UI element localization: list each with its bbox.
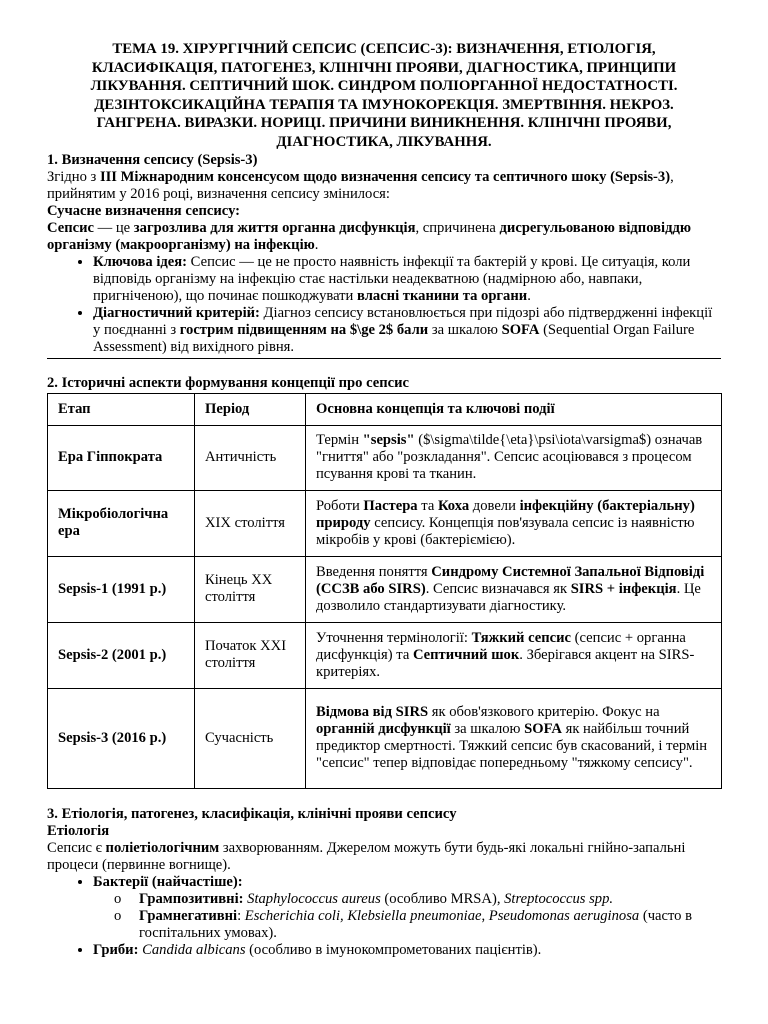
text: Сучасне визначення сепсису: [47,202,241,219]
label: Грамнегативні [139,907,238,924]
text: сепсису. Концепція пов'язувала сепсис із наявністю мікробів у крові (бактеріємією). [316,514,695,548]
text: (Sequential Organ Failure Assessment) від вихідного рівня. [93,321,695,355]
text: , [481,907,489,924]
text: . Сепсис визначався як [425,580,571,597]
section-2-heading: 2. Історичні аспекти формування концепції про сепсис [47,374,410,391]
stage-cell: Мікробіологічна ера [48,490,195,556]
period-cell: Сучасність [195,688,306,788]
table-header-row [48,393,722,425]
species: Pseudomonas aeruginosa [488,907,640,924]
list-item-gram-positive [139,891,721,908]
emphasis: гострим підвищенням на $\ge 2$ бали [179,321,429,338]
list-item-bacteria [93,874,721,942]
species: Streptococcus spp. [504,890,614,907]
list-item-gram-negative [139,908,721,942]
text: захворюванням. Джерелом можуть бути будь-які локальні гнійно-запальні процеси (первинне вогнище). [47,839,686,873]
text: Роботи [316,497,364,514]
section-history [47,375,721,789]
text: , спричинена [415,219,500,236]
text: , прийнятим у 2016 році, визначення сепсису змінилося: [47,168,674,202]
concept-cell [306,556,722,622]
emphasis: Коха [437,497,470,514]
stage-cell: Ера Гіппократа [48,425,195,490]
section-3-heading: 3. Етіологія, патогенез, класифікація, клінічні прояви сепсису [47,805,457,822]
column-header: Етап [48,393,195,425]
label: Грампозитивні: [139,890,244,907]
horizontal-divider [47,358,721,359]
emphasis: Відмова від SIRS [316,704,429,721]
text: довели [469,497,520,514]
modern-definition-label [47,203,721,220]
text: та [417,497,438,514]
text: : [237,907,245,924]
emphasis: Тяжкий сепсис [471,629,571,646]
text: як обов'язкового критерію. Фокус на [428,704,660,721]
table-row [48,490,722,556]
text: Сепсис — це не просто наявність інфекції та бактерій у крові. Це ситуація, коли відповідь організму на інфекцію стає настільки неадекватною (надмірною або, навпаки, пригніченою), що починає пошкоджувати [93,253,691,304]
text: Термін [316,432,363,449]
emphasis: поліетіологічним [105,839,220,856]
label: Діагностичний критерій: [93,304,260,321]
species: Staphylococcus aureus [247,890,381,907]
emphasis: Пастера [363,497,418,514]
list-item-diagnostic-criterion [93,305,721,356]
concept-cell [306,425,722,490]
label: Ключова ідея: [93,253,188,270]
text: Згідно з [47,168,100,185]
text: . Це дозволило стандартизувати діагностику. [316,580,701,614]
emphasis: SOFA [524,721,562,738]
text: . [314,236,319,253]
bacteria-sublist [93,891,721,942]
column-header: Період [195,393,306,425]
concept-cell [306,688,722,788]
history-table [47,393,722,789]
stage-cell: Sepsis-3 (2016 р.) [48,688,195,788]
definition-bullets [47,254,721,356]
pathogen-list [47,874,721,959]
section-1-heading: 1. Визначення сепсису (Sepsis-3) [47,151,258,168]
etiology-label [47,823,721,840]
emphasis: Септичний шок [412,646,520,663]
text: ($\sigma\tilde{\eta}\psi\iota\varsigma$) означав "гниття" або "розкладання". Сепсис асоціювався з процесом псування крові та тканин. [316,432,703,483]
text: (особливо в імунокомпрометованих пацієнтів). [245,941,542,958]
period-cell: Кінець XX століття [195,556,306,622]
emphasis: власні тканини та органи [357,287,528,304]
text: . Зберігався акцент на SIRS-критеріях. [316,646,695,680]
species: Candida albicans [142,941,246,958]
period-cell: XIX століття [195,490,306,556]
concept-cell [306,622,722,688]
section-sepsis-definition [47,152,721,359]
consensus-name: III Міжнародним консенсусом щодо визначення сепсису та септичного шоку (Sepsis-3) [99,168,671,185]
text: (особливо MRSA), [380,890,505,907]
stage-cell: Sepsis-2 (2001 р.) [48,622,195,688]
text: як найбільш точний предиктор смертності. Тяжкий сепсис був скасований, і термін "сепсис" тепер відповідає попередньому "тяжкому сепсису". [316,721,708,772]
text: Сепсис є [47,839,106,856]
emphasis: дисрегульованою відповіддю організму (макроорганізму) на інфекцію [47,219,692,253]
emphasis: інфекційну (бактеріальну) природу [316,497,695,531]
emphasis: загрозлива для життя органна дисфункція [133,219,416,236]
period-cell: Античність [195,425,306,490]
text: Введення поняття [316,563,432,580]
list-item-fungi [93,942,721,959]
etiology-paragraph [47,840,721,874]
table-row [48,425,722,490]
emphasis: SOFA [501,321,540,338]
text: Етіологія [47,822,110,839]
label: Гриби: [93,941,139,958]
table-row [48,688,722,788]
consensus-paragraph [47,169,721,203]
text: (часто в госпітальних умовах). [139,907,693,941]
emphasis: органній дисфункції [316,721,451,738]
species: Escherichia coli, Klebsiella pneumoniae [244,907,482,924]
list-item-key-idea [93,254,721,305]
concept-cell [306,490,722,556]
section-etiology [47,806,721,959]
table-row [48,622,722,688]
emphasis: Синдрому Системної Запальної Відповіді (ССЗВ або SIRS) [316,563,705,597]
text: (сепсис + органна дисфункція) та [316,629,686,663]
text: — це [93,219,134,236]
table-row [48,556,722,622]
text: Діагноз сепсису встановлюється при підозрі або підтвердженні інфекції у поєднанні з [93,304,713,338]
sepsis-definition [47,220,721,254]
text: . [527,287,531,304]
column-header: Основна концепція та ключові події [306,393,722,425]
period-cell: Початок XXI століття [195,622,306,688]
text: за шкалою [428,321,502,338]
term: Сепсис [47,219,94,236]
document-title: ТЕМА 19. ХІРУРГІЧНИЙ СЕПСИС (СЕПСИС-3): ВИЗНАЧЕННЯ, ЕТІОЛОГІЯ, КЛАСИФІКАЦІЯ, ПАТОГЕНЕЗ, КЛІНІЧНІ ПРОЯВИ, ДІАГНОСТИКА, ПРИНЦИПИ ЛІКУВАННЯ. СЕПТИЧНИЙ ШОК. СИНДРОМ ПОЛІОРГАННОЇ НЕДОСТАТНОСТІ. ДЕЗІНТОКСИКАЦІЙНА ТЕРАПІЯ ТА ІМУНОКОРЕКЦІЯ. ЗМЕРТВІННЯ. НЕКРОЗ. ГАНГРЕНА. ВИРАЗКИ. НОРИЦІ. ПРИЧИНИ ВИНИКНЕННЯ. КЛІНІЧНІ ПРОЯВИ, ДІАГНОСТИКА, ЛІКУВАННЯ. [90,41,678,150]
text: Уточнення термінології: [316,629,472,646]
emphasis: SIRS + інфекція [570,580,677,597]
label: Бактерії (найчастіше): [93,873,243,890]
emphasis: "sepsis" [362,432,415,449]
text: за шкалою [450,721,525,738]
stage-cell: Sepsis-1 (1991 р.) [48,556,195,622]
